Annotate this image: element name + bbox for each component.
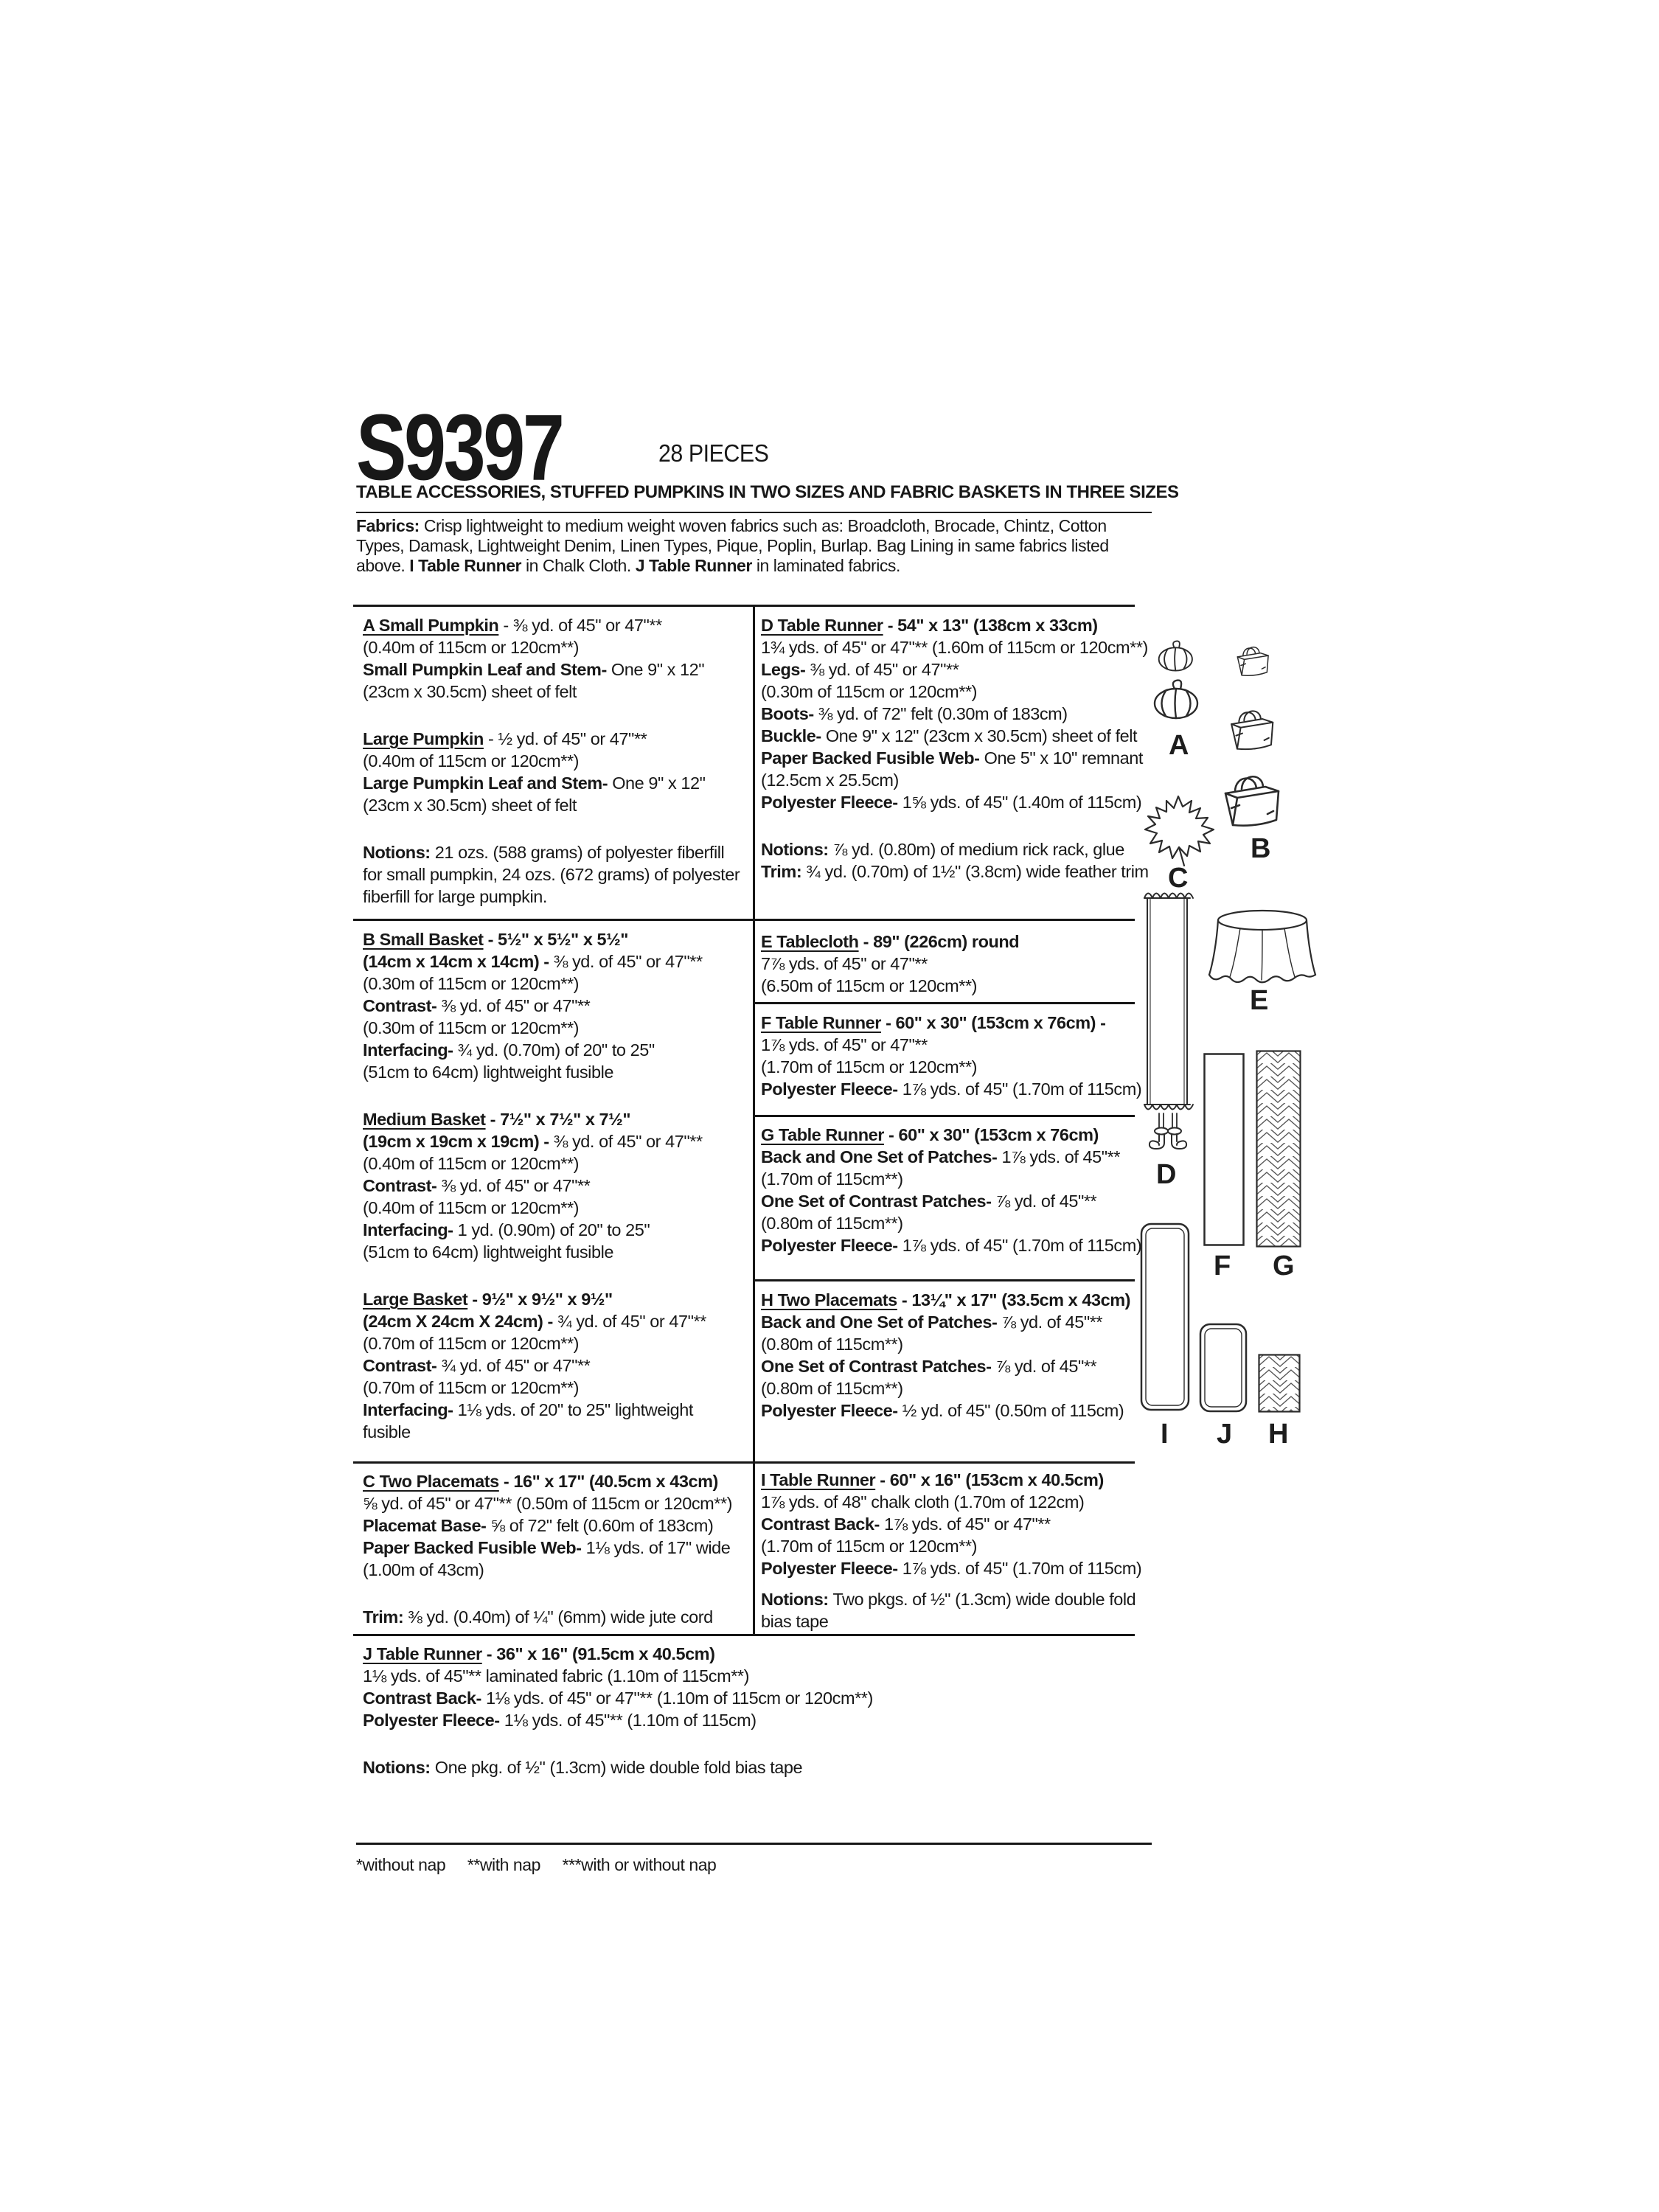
text-line (761, 813, 1130, 838)
text-line: Polyester Fleece- 1⅞ yds. of 45" (1.70m of 115cm) (761, 1559, 1142, 1578)
view-d-label: D (1156, 1159, 1177, 1190)
text-line: Buckle- One 9" x 12" (23cm x 30.5cm) sheet of felt (761, 726, 1138, 745)
text-line: (0.70m of 115cm or 120cm**) (363, 1334, 580, 1353)
text-line: (0.80m of 115cm**) (761, 1379, 903, 1398)
text-line: Paper Backed Fusible Web- 1⅛ yds. of 17" wide (363, 1538, 731, 1557)
text-line: (14cm x 14cm x 14cm) - ⅜ yd. of 45" or 47"** (363, 952, 703, 971)
text-line: Notions: Two pkgs. of ½" (1.3cm) wide double fold (761, 1590, 1136, 1609)
text-line: I Table Runner - 60" x 16" (153cm x 40.5cm) (761, 1470, 1104, 1489)
text-line: B Small Basket - 5½" x 5½" x 5½" (363, 930, 628, 949)
text-line: Boots- ⅜ yd. of 72" felt (0.30m of 183cm) (761, 704, 1068, 723)
text-line: (1.70m of 115cm or 120cm**) (761, 1057, 978, 1077)
round-tablecloth-icon (1206, 905, 1318, 988)
pieces-count: 28 PIECES (658, 439, 769, 467)
text-line: Large Pumpkin Leaf and Stem- One 9" x 12" (363, 773, 706, 793)
herringbone-placemat-panel-icon (1258, 1354, 1301, 1413)
right-col-rule-gh (754, 1279, 1135, 1281)
text-line: Back and One Set of Patches- ⅞ yd. of 45"** (761, 1312, 1103, 1332)
text-line: Paper Backed Fusible Web- One 5" x 10" remnant (761, 748, 1143, 768)
text-line: Back and One Set of Patches- 1⅞ yds. of 45"** (761, 1147, 1121, 1166)
text-line: (1.00m of 43cm) (363, 1560, 484, 1579)
witch-legs-runner-icon (1140, 885, 1194, 1159)
text-line (761, 1579, 1130, 1588)
text-line: Interfacing- 1⅛ yds. of 20" to 25" lightweight (363, 1400, 693, 1419)
text-line: (1.70m of 115cm**) (761, 1169, 903, 1189)
section-c-two-placemats (363, 1470, 746, 1628)
view-a-label: A (1169, 730, 1189, 761)
text-line: C Two Placemats - 16" x 17" (40.5cm x 43cm) (363, 1472, 718, 1491)
view-h-label: H (1268, 1419, 1289, 1450)
text-line: Polyester Fleece- 1⅞ yds. of 45" (1.70m of 115cm) (761, 1236, 1142, 1255)
text-line: Polyester Fleece- 1⅛ yds. of 45"** (1.10m of 115cm) (363, 1711, 757, 1730)
text-line (363, 1083, 746, 1108)
text-line: 1¾ yds. of 45" or 47"** (1.60m of 115cm or 120cm**) (761, 638, 1148, 657)
column-divider (753, 605, 755, 1636)
text-line: Small Pumpkin Leaf and Stem- One 9" x 12" (363, 660, 705, 679)
view-f-label: F (1214, 1251, 1231, 1281)
text-line: D Table Runner - 54" x 13" (138cm x 33cm) (761, 616, 1098, 635)
section-i-table-runner (761, 1469, 1142, 1632)
text-line: above. I Table Runner in Chalk Cloth. J Table Runner in laminated fabrics. (356, 556, 900, 575)
text-line: Types, Damask, Lightweight Denim, Linen Types, Pique, Poplin, Burlap. Bag Lining in same fabrics listed (356, 536, 1109, 555)
text-line: Polyester Fleece- 1⅞ yds. of 45" (1.70m of 115cm) (761, 1079, 1142, 1099)
footnote-rule (356, 1843, 1152, 1845)
text-line: *without nap **with nap ***with or without nap (356, 1855, 717, 1874)
text-line: Contrast- ¾ yd. of 45" or 47"** (363, 1356, 591, 1375)
text-line: Polyester Fleece- ½ yd. of 45" (0.50m of 115cm) (761, 1401, 1124, 1420)
pattern-number: S9397 (356, 395, 563, 500)
text-line (363, 816, 746, 841)
text-line: (0.40m of 115cm or 120cm**) (363, 1154, 580, 1173)
text-line: (51cm to 64cm) lightweight fusible (363, 1242, 613, 1262)
text-line: One Set of Contrast Patches- ⅞ yd. of 45"** (761, 1357, 1097, 1376)
plain-runner-panel-icon (1203, 1053, 1245, 1246)
text-line: (23cm x 30.5cm) sheet of felt (363, 796, 577, 815)
view-c-label: C (1168, 863, 1189, 894)
herringbone-runner-panel-icon (1256, 1050, 1301, 1248)
sheet-title: TABLE ACCESSORIES, STUFFED PUMPKINS IN TWO SIZES AND FABRIC BASKETS IN THREE SIZES (356, 482, 1179, 502)
section-a-small-pumpkin (363, 614, 746, 908)
section-f-table-runner (761, 1012, 1142, 1100)
text-line: (0.40m of 115cm or 120cm**) (363, 751, 580, 771)
fabric-baskets-icon (1218, 636, 1301, 851)
table-rule-row3 (353, 1461, 1135, 1464)
nap-footnote (356, 1854, 1020, 1876)
right-col-rule-fg (754, 1115, 1135, 1117)
text-line: Medium Basket - 7½" x 7½" x 7½" (363, 1110, 631, 1129)
text-line: Notions: One pkg. of ½" (1.3cm) wide double fold bias tape (363, 1758, 803, 1777)
fabrics-paragraph (356, 516, 1156, 576)
text-line: for small pumpkin, 24 ozs. (672 grams) of polyester (363, 865, 740, 884)
text-line: F Table Runner - 60" x 30" (153cm x 76cm) - (761, 1013, 1106, 1032)
text-line: J Table Runner - 36" x 16" (91.5cm x 40.5cm) (363, 1644, 715, 1663)
text-line: (0.30m of 115cm or 120cm**) (363, 974, 580, 993)
text-line: 1⅞ yds. of 45" or 47"** (761, 1035, 928, 1054)
text-line: Contrast- ⅜ yd. of 45" or 47"** (363, 996, 591, 1015)
text-line: Interfacing- 1 yd. (0.90m) of 20" to 25" (363, 1220, 650, 1239)
maple-leaf-icon (1135, 793, 1218, 870)
section-b-baskets (363, 928, 746, 1443)
text-line: (0.80m of 115cm**) (761, 1214, 903, 1233)
rounded-placemat-panel-icon (1199, 1323, 1248, 1413)
text-line: (0.80m of 115cm**) (761, 1335, 903, 1354)
section-d-table-runner (761, 614, 1149, 883)
text-line: (19cm x 19cm x 19cm) - ⅜ yd. of 45" or 47"** (363, 1132, 703, 1151)
title-rule (356, 512, 1152, 513)
text-line: fusible (363, 1422, 411, 1441)
text-line: 1⅞ yds. of 48" chalk cloth (1.70m of 122cm) (761, 1492, 1085, 1512)
text-line: Large Basket - 9½" x 9½" x 9½" (363, 1290, 613, 1309)
table-rule-row4 (353, 1634, 1135, 1636)
text-line: A Small Pumpkin - ⅜ yd. of 45" or 47"** (363, 616, 662, 635)
text-line: Interfacing- ¾ yd. (0.70m) of 20" to 25" (363, 1040, 655, 1060)
view-g-label: G (1273, 1251, 1295, 1281)
text-line (363, 1731, 1144, 1756)
text-line: H Two Placemats - 13¼" x 17" (33.5cm x 43cm) (761, 1290, 1131, 1310)
text-line: 1⅛ yds. of 45"** laminated fabric (1.10m of 115cm**) (363, 1666, 749, 1686)
view-i-label: I (1161, 1419, 1169, 1450)
text-line: 7⅞ yds. of 45" or 47"** (761, 954, 928, 973)
text-line: Notions: 21 ozs. (588 grams) of polyester fiberfill (363, 843, 725, 862)
text-line (363, 1581, 746, 1606)
view-j-label: J (1217, 1419, 1233, 1450)
text-line: (0.70m of 115cm or 120cm**) (363, 1378, 580, 1397)
text-line: Contrast Back- 1⅛ yds. of 45" or 47"** (1.10m of 115cm or 120cm**) (363, 1688, 873, 1708)
text-line: Contrast Back- 1⅞ yds. of 45" or 47"** (761, 1514, 1051, 1534)
text-line: bias tape (761, 1612, 829, 1631)
text-line: Legs- ⅜ yd. of 45" or 47"** (761, 660, 959, 679)
text-line (363, 1263, 746, 1288)
text-line: (23cm x 30.5cm) sheet of felt (363, 682, 577, 701)
section-h-two-placemats (761, 1289, 1130, 1422)
text-line: Fabrics: Crisp lightweight to medium weight woven fabrics such as: Broadcloth, Brocade, Chintz, Cotton (356, 516, 1107, 535)
text-line: (1.70m of 115cm or 120cm**) (761, 1537, 978, 1556)
section-g-table-runner (761, 1124, 1142, 1256)
text-line: (24cm X 24cm X 24cm) - ¾ yd. of 45" or 47"** (363, 1312, 706, 1331)
table-top-rule (353, 605, 1135, 607)
text-line: Trim: ¾ yd. (0.70m) of 1½" (3.8cm) wide feather trim (761, 862, 1149, 881)
text-line: (12.5cm x 25.5cm) (761, 771, 899, 790)
table-mid-rule (353, 919, 1135, 921)
text-line: Placemat Base- ⅝ of 72" felt (0.60m of 183cm) (363, 1516, 714, 1535)
text-line: (0.30m of 115cm or 120cm**) (761, 682, 978, 701)
text-line: fiberfill for large pumpkin. (363, 887, 547, 906)
text-line: ⅝ yd. of 45" or 47"** (0.50m of 115cm or 120cm**) (363, 1494, 733, 1513)
text-line: Contrast- ⅜ yd. of 45" or 47"** (363, 1176, 591, 1195)
right-col-rule-ef (754, 1002, 1135, 1004)
text-line: Notions: ⅞ yd. (0.80m) of medium rick rack, glue (761, 840, 1124, 859)
text-line: E Tablecloth - 89" (226cm) round (761, 932, 1020, 951)
text-line: Polyester Fleece- 1⅝ yds. of 45" (1.40m of 115cm) (761, 793, 1142, 812)
view-e-label: E (1250, 985, 1269, 1016)
section-e-tablecloth (761, 931, 1130, 997)
rounded-runner-panel-icon (1140, 1222, 1190, 1411)
text-line: (0.30m of 115cm or 120cm**) (363, 1018, 580, 1037)
text-line: (51cm to 64cm) lightweight fusible (363, 1062, 613, 1082)
stuffed-pumpkins-icon (1143, 639, 1214, 730)
text-line (363, 703, 746, 728)
text-line: (0.40m of 115cm or 120cm**) (363, 638, 580, 657)
text-line: One Set of Contrast Patches- ⅞ yd. of 45"** (761, 1192, 1097, 1211)
text-line: (6.50m of 115cm or 120cm**) (761, 976, 978, 995)
text-line: Trim: ⅜ yd. (0.40m) of ¼" (6mm) wide jute cord (363, 1607, 713, 1627)
text-line: G Table Runner - 60" x 30" (153cm x 76cm) (761, 1125, 1099, 1144)
section-j-table-runner (363, 1643, 1144, 1778)
view-b-label: B (1251, 833, 1271, 864)
text-line: Large Pumpkin - ½ yd. of 45" or 47"** (363, 729, 647, 748)
text-line: (0.40m of 115cm or 120cm**) (363, 1198, 580, 1217)
